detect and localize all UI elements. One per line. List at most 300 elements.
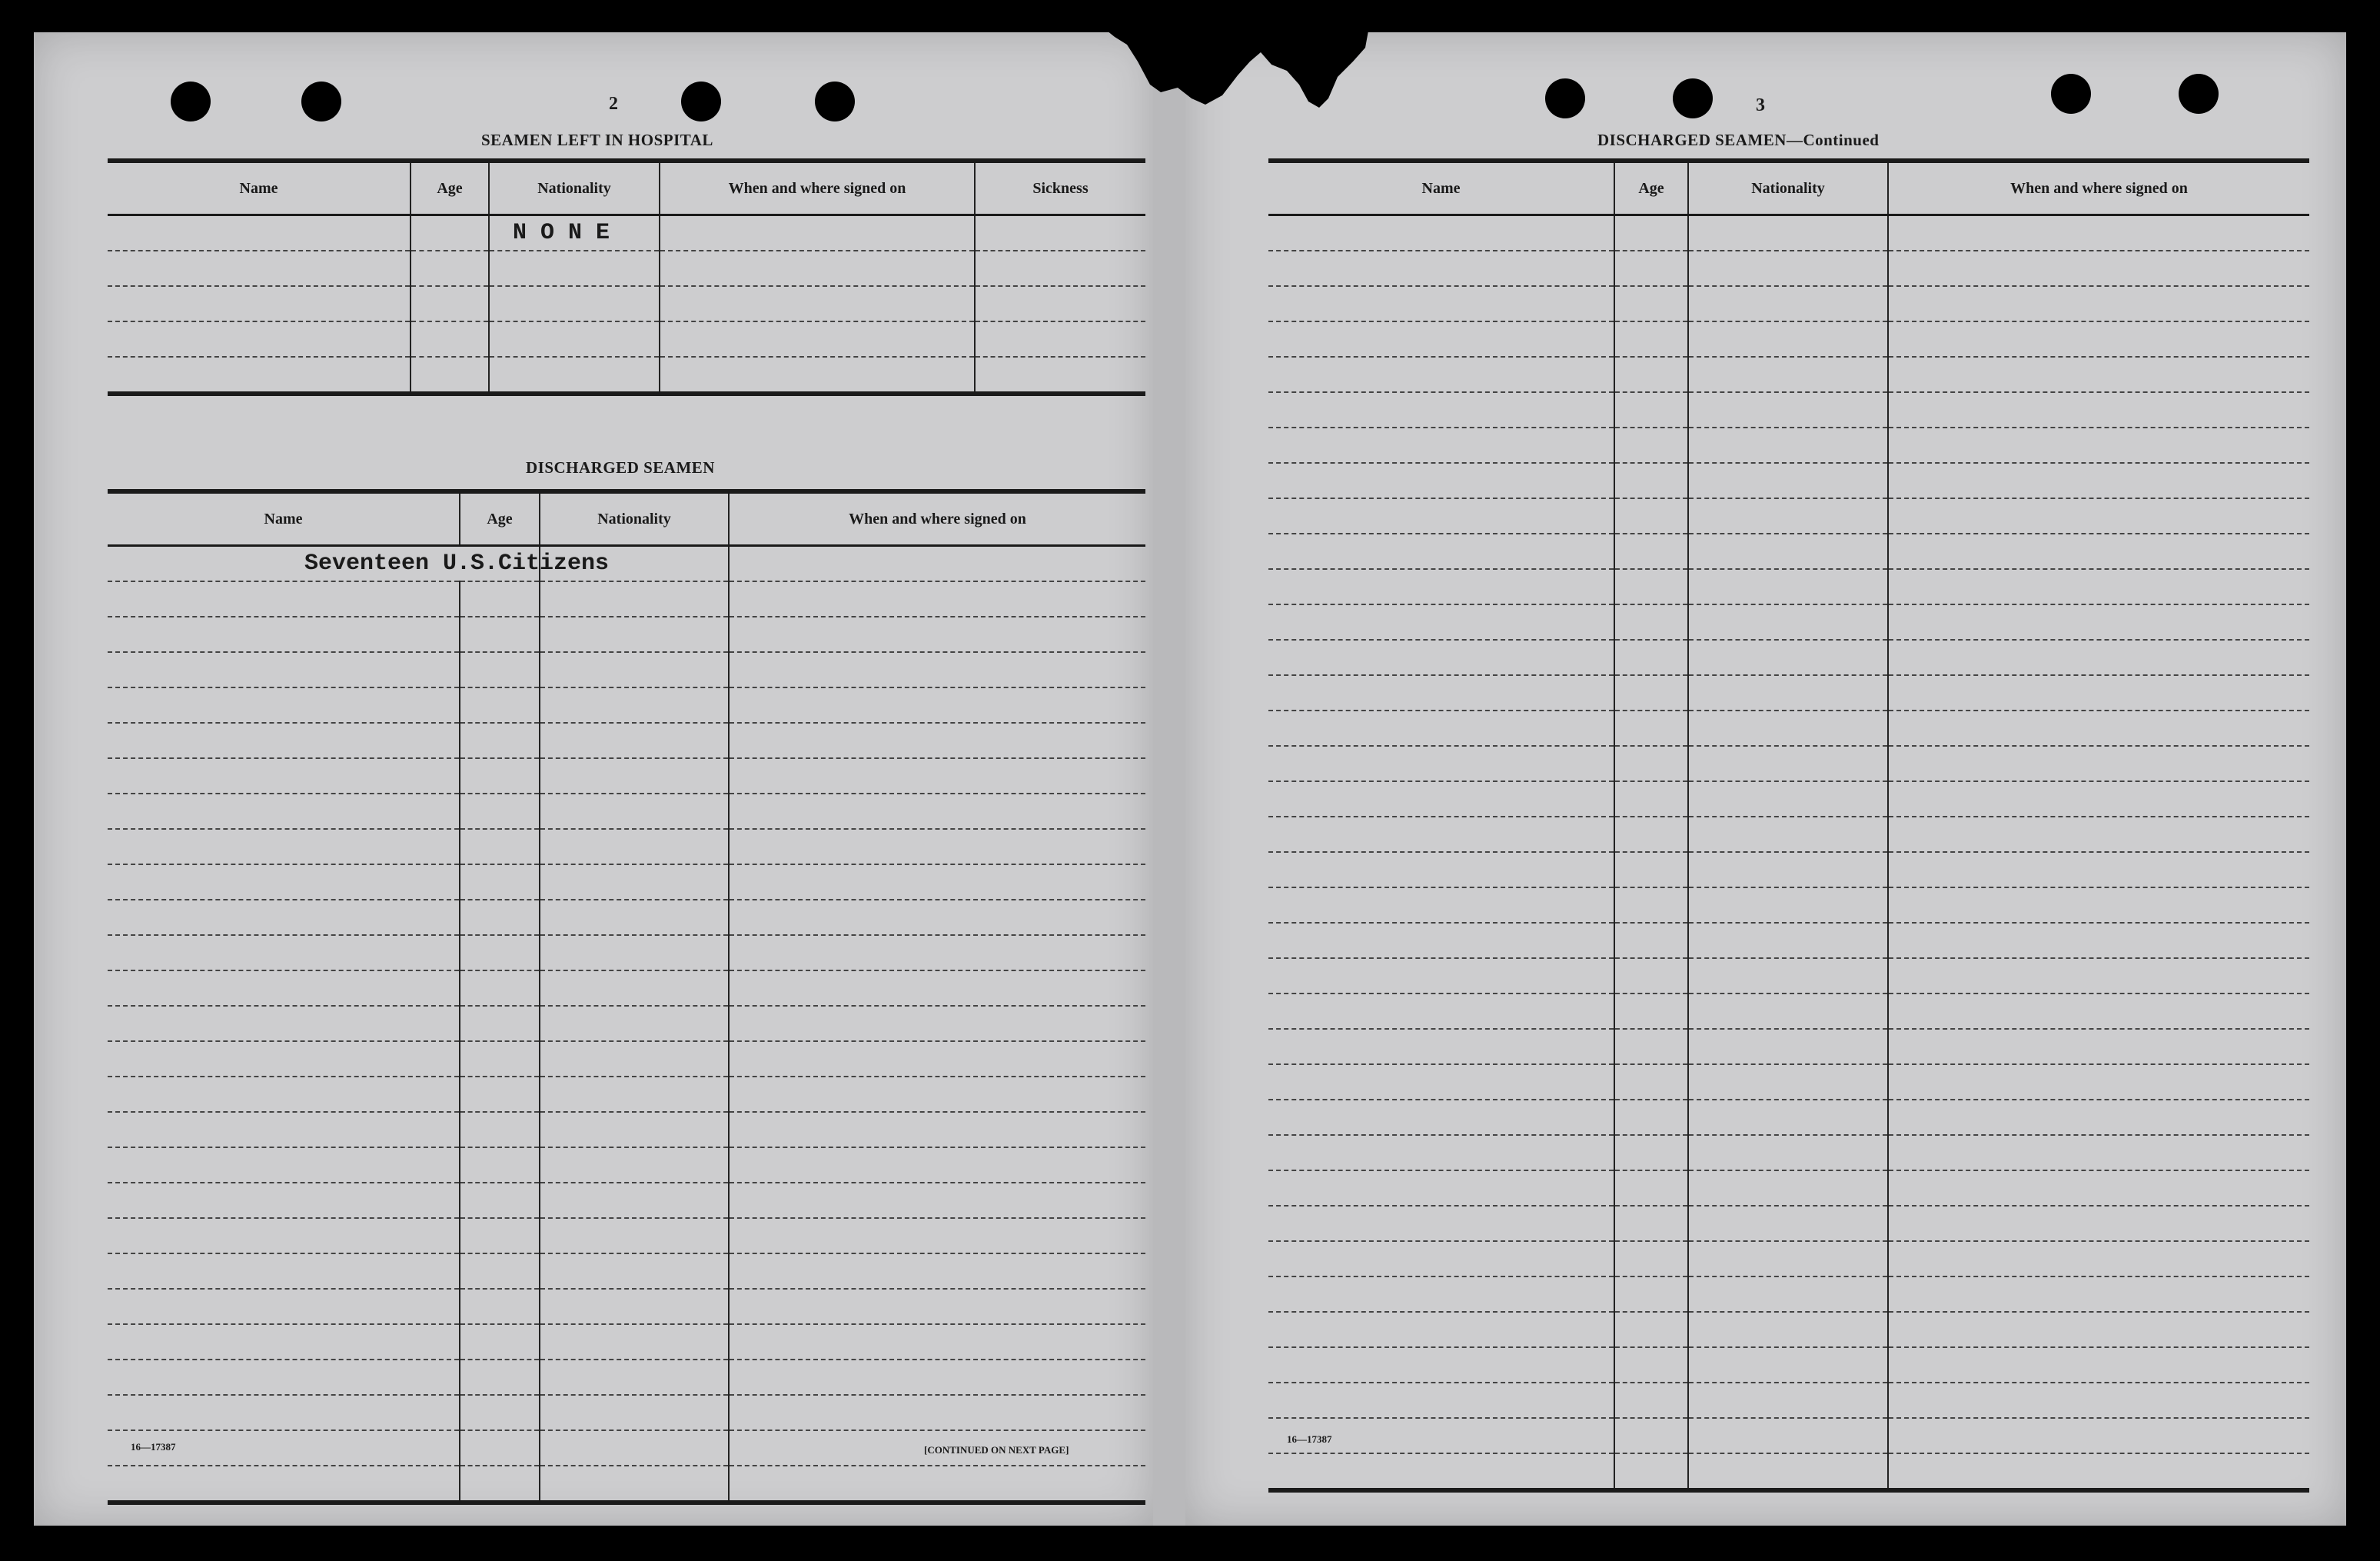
table-cell xyxy=(1614,1453,1688,1490)
table-cell xyxy=(1688,1241,1888,1276)
table-cell xyxy=(1688,428,1888,463)
table-cell xyxy=(1888,781,2309,817)
table-cell xyxy=(1268,958,1614,994)
table-cell xyxy=(540,1360,729,1395)
table-cell xyxy=(729,794,1145,829)
table-cell xyxy=(540,1183,729,1218)
table-cell xyxy=(729,900,1145,935)
table-cell xyxy=(540,970,729,1006)
table-cell xyxy=(1268,321,1614,357)
table-cell xyxy=(1688,1064,1888,1100)
table-cell xyxy=(460,970,540,1006)
table-cell xyxy=(540,1006,729,1041)
table-cell xyxy=(460,758,540,794)
table-cell xyxy=(108,1395,460,1430)
table-cell xyxy=(729,546,1145,582)
table-cell xyxy=(460,1041,540,1077)
table-cell xyxy=(460,1324,540,1360)
discharged-continued-table xyxy=(1268,158,2309,1493)
table-cell xyxy=(1688,711,1888,746)
table-cell xyxy=(108,900,460,935)
punch-hole xyxy=(2179,74,2219,114)
table-cell xyxy=(540,1430,729,1466)
table-cell xyxy=(1268,498,1614,534)
table-cell xyxy=(1688,569,1888,604)
table-cell xyxy=(1888,852,2309,887)
table-cell xyxy=(660,357,975,394)
table-cell xyxy=(460,1147,540,1183)
table-cell xyxy=(1888,1206,2309,1241)
table-cell xyxy=(1614,215,1688,251)
table-cell xyxy=(1268,215,1614,251)
table-cell xyxy=(108,794,460,829)
table-cell xyxy=(1614,994,1688,1029)
table-cell xyxy=(1268,746,1614,781)
table-cell xyxy=(1888,887,2309,923)
punch-hole xyxy=(171,82,211,121)
table-cell xyxy=(108,1077,460,1112)
table-cell xyxy=(460,1006,540,1041)
table-cell xyxy=(108,581,460,617)
table-cell xyxy=(1614,428,1688,463)
punch-hole xyxy=(681,82,721,121)
table-cell xyxy=(1614,1029,1688,1064)
table-cell xyxy=(1614,1064,1688,1100)
table-cell xyxy=(1614,498,1688,534)
table-cell xyxy=(660,321,975,357)
table-cell xyxy=(540,1324,729,1360)
table-cell xyxy=(540,758,729,794)
table-cell xyxy=(1688,1135,1888,1170)
table-cell xyxy=(1614,1135,1688,1170)
column-header-name: Name xyxy=(108,491,460,546)
table-cell xyxy=(1614,1241,1688,1276)
table-cell xyxy=(1268,357,1614,392)
table-cell xyxy=(1268,428,1614,463)
table-cell xyxy=(1888,534,2309,569)
table-cell xyxy=(729,581,1145,617)
table-cell xyxy=(108,1112,460,1147)
table-cell xyxy=(540,687,729,723)
table-cell xyxy=(1268,675,1614,711)
table-cell xyxy=(1688,1276,1888,1312)
table-cell xyxy=(1614,675,1688,711)
table-cell xyxy=(108,1324,460,1360)
table-cell xyxy=(1888,1241,2309,1276)
column-header-name: Name xyxy=(108,161,411,215)
table-cell xyxy=(411,215,489,251)
table-cell xyxy=(1888,463,2309,498)
table-cell xyxy=(108,1041,460,1077)
table-cell xyxy=(540,864,729,900)
table-cell xyxy=(460,1218,540,1253)
table-cell xyxy=(1888,569,2309,604)
table-cell xyxy=(460,935,540,970)
punch-hole xyxy=(301,82,341,121)
table-cell xyxy=(1888,958,2309,994)
table-cell xyxy=(1614,1170,1688,1206)
table-cell xyxy=(1888,1347,2309,1383)
table-cell xyxy=(1688,817,1888,852)
hospital-entry: N O N E xyxy=(489,215,660,251)
right-page xyxy=(1185,32,2346,1526)
table-cell xyxy=(411,286,489,321)
table-cell xyxy=(411,251,489,286)
table-cell xyxy=(460,1430,540,1466)
table-cell xyxy=(1888,286,2309,321)
table-cell xyxy=(1688,215,1888,251)
table-cell xyxy=(729,758,1145,794)
table-cell xyxy=(1268,1383,1614,1418)
table-cell xyxy=(108,1006,460,1041)
table-cell xyxy=(540,1147,729,1183)
table-cell xyxy=(1268,604,1614,640)
hospital-section-title: SEAMEN LEFT IN HOSPITAL xyxy=(481,131,713,149)
table-cell xyxy=(460,652,540,687)
table-cell xyxy=(1688,640,1888,675)
table-cell xyxy=(1888,498,2309,534)
table-cell xyxy=(460,794,540,829)
column-header-age: Age xyxy=(1614,161,1688,215)
table-cell xyxy=(489,251,660,286)
table-cell xyxy=(411,357,489,394)
discharged-table xyxy=(108,489,1145,1505)
table-cell xyxy=(1688,1029,1888,1064)
column-header-sickness: Sickness xyxy=(975,161,1145,215)
table-cell xyxy=(729,1147,1145,1183)
page-fold xyxy=(1153,32,1185,1526)
table-cell xyxy=(1688,1170,1888,1206)
table-cell xyxy=(540,829,729,864)
table-cell xyxy=(1614,569,1688,604)
table-cell xyxy=(1688,251,1888,286)
punch-hole xyxy=(1673,78,1713,118)
table-cell xyxy=(1268,1100,1614,1135)
table-cell xyxy=(729,935,1145,970)
table-cell xyxy=(540,935,729,970)
table-cell xyxy=(1888,1029,2309,1064)
table-cell xyxy=(1688,1418,1888,1453)
table-cell xyxy=(1268,1453,1614,1490)
table-cell xyxy=(1614,817,1688,852)
table-cell xyxy=(1614,1347,1688,1383)
form-number: 16—17387 xyxy=(131,1441,176,1453)
table-cell xyxy=(540,1218,729,1253)
table-cell xyxy=(1888,392,2309,428)
table-cell xyxy=(108,617,460,652)
table-cell xyxy=(1268,251,1614,286)
table-cell xyxy=(1614,711,1688,746)
table-cell xyxy=(1888,1453,2309,1490)
table-cell xyxy=(1688,1347,1888,1383)
table-cell xyxy=(1268,569,1614,604)
table-cell xyxy=(540,1077,729,1112)
table-cell xyxy=(660,251,975,286)
table-cell xyxy=(729,652,1145,687)
table-cell xyxy=(108,970,460,1006)
table-cell xyxy=(1614,534,1688,569)
page-number: 3 xyxy=(1756,95,1765,115)
table-cell xyxy=(460,581,540,617)
table-cell xyxy=(975,215,1145,251)
table-cell xyxy=(729,1006,1145,1041)
table-cell xyxy=(1688,604,1888,640)
table-cell xyxy=(540,1112,729,1147)
table-cell xyxy=(1688,852,1888,887)
table-cell xyxy=(1888,1170,2309,1206)
table-cell xyxy=(729,1395,1145,1430)
table-cell xyxy=(1614,781,1688,817)
table-cell xyxy=(108,935,460,970)
table-cell xyxy=(108,321,411,357)
table-cell xyxy=(1268,1064,1614,1100)
table-cell xyxy=(1688,286,1888,321)
table-cell xyxy=(489,286,660,321)
table-cell xyxy=(1688,1383,1888,1418)
table-cell xyxy=(975,357,1145,394)
table-cell xyxy=(540,723,729,758)
table-cell xyxy=(108,1183,460,1218)
table-cell xyxy=(108,1147,460,1183)
table-cell xyxy=(1888,1276,2309,1312)
hospital-table xyxy=(108,158,1145,396)
column-header-age: Age xyxy=(460,491,540,546)
column-header-signed-on: When and where signed on xyxy=(660,161,975,215)
table-cell xyxy=(540,900,729,935)
table-cell xyxy=(1614,852,1688,887)
table-cell xyxy=(460,617,540,652)
column-header-name: Name xyxy=(1268,161,1614,215)
table-cell xyxy=(660,286,975,321)
discharged-continued-title: DISCHARGED SEAMEN—Continued xyxy=(1597,131,1880,149)
table-cell xyxy=(1888,675,2309,711)
continued-note: [CONTINUED ON NEXT PAGE] xyxy=(924,1444,1069,1456)
table-cell xyxy=(1268,534,1614,569)
table-cell xyxy=(489,321,660,357)
table-cell xyxy=(1888,640,2309,675)
table-cell xyxy=(1268,817,1614,852)
table-cell xyxy=(1688,1312,1888,1347)
table-cell xyxy=(108,652,460,687)
table-cell xyxy=(1268,1206,1614,1241)
table-cell xyxy=(108,864,460,900)
column-header-nationality: Nationality xyxy=(1688,161,1888,215)
table-cell xyxy=(1268,1347,1614,1383)
table-cell xyxy=(1268,1312,1614,1347)
table-cell xyxy=(1614,392,1688,428)
table-cell xyxy=(1268,640,1614,675)
table-cell xyxy=(1614,286,1688,321)
table-cell xyxy=(540,794,729,829)
table-cell xyxy=(1688,746,1888,781)
table-cell xyxy=(1268,1170,1614,1206)
table-cell xyxy=(1614,1276,1688,1312)
table-cell xyxy=(108,687,460,723)
table-cell xyxy=(1614,251,1688,286)
table-cell xyxy=(1888,1135,2309,1170)
table-cell xyxy=(1888,428,2309,463)
table-cell xyxy=(1614,463,1688,498)
table-cell xyxy=(1688,1206,1888,1241)
table-cell xyxy=(1614,746,1688,781)
table-cell xyxy=(1888,251,2309,286)
table-cell xyxy=(1688,994,1888,1029)
table-cell xyxy=(729,1324,1145,1360)
table-cell xyxy=(540,1289,729,1324)
table-cell xyxy=(729,1112,1145,1147)
table-cell xyxy=(1688,357,1888,392)
form-number: 16—17387 xyxy=(1287,1433,1332,1445)
table-cell xyxy=(1268,286,1614,321)
table-cell xyxy=(108,1466,460,1503)
table-cell xyxy=(1688,1453,1888,1490)
column-header-signed-on: When and where signed on xyxy=(1888,161,2309,215)
table-cell xyxy=(975,251,1145,286)
table-cell xyxy=(1268,887,1614,923)
column-header-age: Age xyxy=(411,161,489,215)
table-cell xyxy=(1888,321,2309,357)
table-cell xyxy=(1268,463,1614,498)
table-cell xyxy=(1888,1100,2309,1135)
discharged-entry: Seventeen U.S.Citizens xyxy=(108,546,540,582)
table-cell xyxy=(1688,534,1888,569)
table-cell xyxy=(729,1289,1145,1324)
table-cell xyxy=(1268,994,1614,1029)
table-cell xyxy=(1268,923,1614,958)
table-cell xyxy=(108,1253,460,1289)
table-cell xyxy=(108,357,411,394)
table-cell xyxy=(1688,498,1888,534)
punch-hole xyxy=(2051,74,2091,114)
table-cell xyxy=(1268,781,1614,817)
table-cell xyxy=(1614,1383,1688,1418)
page-number: 2 xyxy=(609,94,618,114)
table-cell xyxy=(540,1041,729,1077)
table-cell xyxy=(108,1289,460,1324)
table-cell xyxy=(460,1253,540,1289)
table-cell xyxy=(460,687,540,723)
table-cell xyxy=(1888,1418,2309,1453)
punch-hole xyxy=(1545,78,1585,118)
table-cell xyxy=(460,723,540,758)
table-cell xyxy=(660,215,975,251)
table-cell xyxy=(1614,640,1688,675)
table-cell xyxy=(729,864,1145,900)
table-cell xyxy=(1614,1418,1688,1453)
table-cell xyxy=(1268,1276,1614,1312)
table-cell xyxy=(489,357,660,394)
column-header-signed-on: When and where signed on xyxy=(729,491,1145,546)
table-cell xyxy=(1268,392,1614,428)
table-cell xyxy=(1688,321,1888,357)
table-cell xyxy=(460,1183,540,1218)
table-cell xyxy=(108,251,411,286)
table-cell xyxy=(1888,1383,2309,1418)
table-cell xyxy=(1888,604,2309,640)
table-cell xyxy=(411,321,489,357)
table-cell xyxy=(1268,711,1614,746)
table-cell xyxy=(1888,215,2309,251)
table-cell xyxy=(460,900,540,935)
table-cell xyxy=(460,1395,540,1430)
table-cell xyxy=(1614,887,1688,923)
table-cell xyxy=(1888,923,2309,958)
table-cell xyxy=(460,1289,540,1324)
table-cell xyxy=(540,1466,729,1503)
table-cell xyxy=(1688,463,1888,498)
table-cell xyxy=(729,1218,1145,1253)
table-cell xyxy=(729,1183,1145,1218)
table-cell xyxy=(729,1466,1145,1503)
table-cell xyxy=(460,864,540,900)
table-cell xyxy=(460,1112,540,1147)
table-cell xyxy=(1614,1100,1688,1135)
table-cell xyxy=(729,1253,1145,1289)
table-cell xyxy=(108,1360,460,1395)
table-cell xyxy=(108,829,460,864)
table-cell xyxy=(1888,1312,2309,1347)
table-cell xyxy=(1888,711,2309,746)
table-cell xyxy=(1268,1029,1614,1064)
table-cell xyxy=(1888,357,2309,392)
table-cell xyxy=(460,1360,540,1395)
table-cell xyxy=(975,321,1145,357)
table-cell xyxy=(729,617,1145,652)
table-cell xyxy=(108,215,411,251)
table-cell xyxy=(1614,1312,1688,1347)
table-cell xyxy=(460,1077,540,1112)
column-header-nationality: Nationality xyxy=(540,491,729,546)
table-cell xyxy=(1614,357,1688,392)
table-cell xyxy=(540,617,729,652)
table-cell xyxy=(729,1360,1145,1395)
table-cell xyxy=(108,1218,460,1253)
table-cell xyxy=(1614,958,1688,994)
table-cell xyxy=(540,1395,729,1430)
table-cell xyxy=(1888,817,2309,852)
table-cell xyxy=(1688,1100,1888,1135)
table-cell xyxy=(1688,392,1888,428)
left-page xyxy=(34,32,1153,1526)
table-cell xyxy=(1268,852,1614,887)
table-cell xyxy=(1688,958,1888,994)
table-cell xyxy=(460,829,540,864)
table-cell xyxy=(1614,604,1688,640)
table-cell xyxy=(108,723,460,758)
table-cell xyxy=(108,286,411,321)
table-cell xyxy=(729,723,1145,758)
column-header-nationality: Nationality xyxy=(489,161,660,215)
table-cell xyxy=(1688,923,1888,958)
table-cell xyxy=(1888,1064,2309,1100)
table-cell xyxy=(1888,994,2309,1029)
punch-hole xyxy=(815,82,855,121)
table-cell xyxy=(1614,1206,1688,1241)
table-cell xyxy=(108,758,460,794)
table-cell xyxy=(1614,923,1688,958)
table-cell xyxy=(540,652,729,687)
table-cell xyxy=(975,286,1145,321)
table-cell xyxy=(1688,675,1888,711)
table-cell xyxy=(729,970,1145,1006)
table-cell xyxy=(729,687,1145,723)
table-cell xyxy=(460,1466,540,1503)
table-cell xyxy=(1268,1135,1614,1170)
table-cell xyxy=(1688,887,1888,923)
table-cell xyxy=(1614,321,1688,357)
table-cell xyxy=(1888,746,2309,781)
table-cell xyxy=(729,1041,1145,1077)
